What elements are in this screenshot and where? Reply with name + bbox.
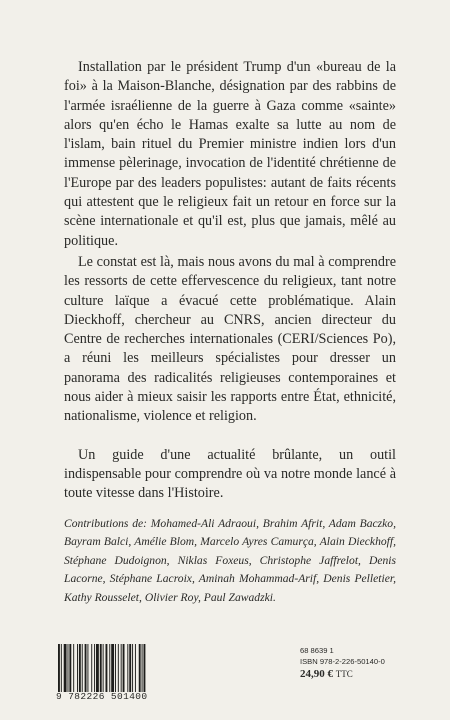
- price-ttc: TTC: [335, 669, 353, 679]
- blurb-paragraph-1: Installation par le président Trump d'un «bureau de la foi» à la Maison-Blanche, désignation par des rabbins de l'armée israélienne de la guerre à Gaza comme «sainte» alors qu'en écho le Hamas exalte sa lutte au nom de l'islam, bain rituel du Premier ministre indien lors d'un immense pèlerinage, invocation de l'identité chrétienne de l'Europe par des leaders populistes: autant de faits récents qui attestent que le religieux fait un retour en force sur la scène internationale et qu'il est, plus que jamais, mêlé au politique.: [64, 59, 396, 249]
- blurb-paragraph-2: Le constat est là, mais nous avons du mal à comprendre les ressorts de cette effervescence du religieux, tant notre culture laïque a évacué cette problématique. Alain Dieckhoff, chercheur au CNRS, ancien directeur du Centre de recherches internationales (CERI/Sciences Po), a réuni les meilleurs spécialistes pour dresser un panorama des radicalités religieuses contemporaines et nous aider à mieux saisir les rapports entre État, ethnicité, nationalisme, violence et religion.: [64, 253, 396, 425]
- price: [300, 669, 440, 680]
- isbn: ISBN 978-2-226-50140-0: [300, 657, 385, 666]
- barcode-digits: 9 782226 501400: [56, 691, 148, 702]
- product-code: 68 8639 1: [300, 646, 334, 655]
- price-block: [300, 645, 440, 680]
- contributors-list: Contributions de: Mohamed-Ali Adraoui, Brahim Afrit, Adam Baczko, Bayram Balci, Amélie Blom, Marcelo Ayres Camurça, Alain Dieckhoff, Stéphane Dudoignon, Niklas Foxeus, Christophe Jaffrelot, Denis Lacorne, Stéphane Lacroix, Aminah Mohammad-Arif, Denis Pelletier, Kathy Rousselet, Olivier Roy, Paul Zawadzki.: [64, 517, 396, 604]
- barcode-icon: [58, 644, 166, 692]
- blurb-paragraph-3: Un guide d'une actualité brûlante, un outil indispensable pour comprendre où va notre monde lancé à toute vitesse dans l'Histoire.: [64, 446, 396, 502]
- blurb: [64, 58, 396, 504]
- price-value: 24,90 €: [300, 668, 333, 680]
